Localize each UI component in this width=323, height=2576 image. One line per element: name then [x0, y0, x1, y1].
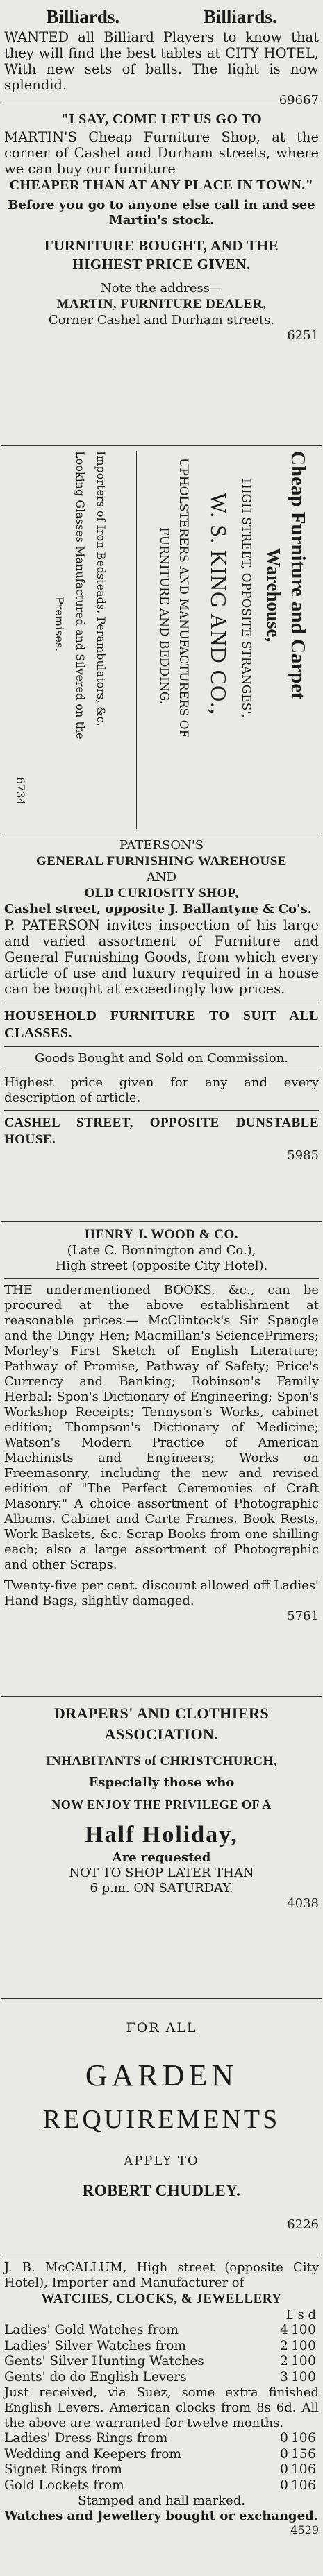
martin-lead: "I SAY, COME LET US GO TO [60, 112, 263, 127]
paterson-commission: Goods Bought and Sold on Commission. [34, 1051, 289, 1066]
wood-discount: Twenty-five per cent. discount allowed off Ladies' Hand Bags, slightly damaged. [4, 1578, 319, 1608]
price-shillings: 10 [291, 2338, 308, 2353]
drapers-head-1: DRAPERS' AND CLOTHIERS [53, 1705, 270, 1722]
price-shillings: 15 [291, 2446, 308, 2462]
price-row [4, 2462, 319, 2478]
drapers-especially: Especially those who [88, 1775, 235, 1790]
divider [1, 1221, 322, 1222]
paterson-cashel: CASHEL STREET, OPPOSITE DUNSTABLE HOUSE. [4, 1116, 319, 1147]
martin-ref: 6251 [287, 328, 319, 343]
price-label: Gents' Silver Hunting Watches [4, 2354, 204, 2369]
price-pounds: 0 [280, 2431, 288, 2446]
price-shillings: 10 [291, 2477, 308, 2493]
mccallum-price-list [4, 2323, 319, 2385]
price-pence: 6 [308, 2477, 316, 2493]
price-row [4, 2323, 319, 2339]
price-label: Gents' do do English Levers [4, 2369, 187, 2385]
price-shillings: 10 [291, 2431, 308, 2446]
wood-head: HENRY J. WOOD & CO. [84, 1227, 238, 1242]
divider [1, 1696, 322, 1697]
price-pounds: 3 [280, 2369, 288, 2385]
billiards-advert [0, 4, 323, 108]
king-import-3: Premises. [53, 597, 66, 652]
paterson-head-2: GENERAL FURNISHING WAREHOUSE [35, 854, 287, 869]
martin-address: Corner Cashel and Durham streets. [48, 313, 275, 327]
paterson-rule [4, 1110, 319, 1111]
drapers-advert [0, 1703, 323, 1911]
paterson-advert [0, 838, 323, 1163]
price-pounds: 2 [280, 2354, 288, 2369]
martin-note: Note the address— [101, 281, 222, 296]
price-pence: 0 [308, 2338, 316, 2353]
price-row [4, 2339, 319, 2355]
price-pounds: 0 [280, 2462, 288, 2477]
paterson-highest: Highest price given for any and every description of article. [4, 1075, 319, 1105]
chudley-for-all: FOR ALL [126, 2020, 197, 2036]
king-import-1: Importers of Iron Bedsteads, Perambulators, &c. [94, 451, 108, 726]
chudley-name: ROBERT CHUDLEY. [82, 2182, 241, 2199]
price-pence: 6 [308, 2431, 316, 2446]
price-shillings: 10 [291, 2354, 308, 2369]
mccallum-products: WATCHES, CLOCKS, & JEWELLERY [41, 2292, 282, 2306]
price-row [4, 2447, 319, 2463]
billiards-ref: 69667 [279, 93, 319, 108]
price-pounds: 0 [280, 2446, 288, 2462]
king-trade-2: FURNITURE AND BEDDING. [157, 527, 171, 705]
mccallum-stamped: Stamped and hall marked. [77, 2493, 246, 2508]
price-row [4, 2354, 319, 2370]
divider [1, 1998, 322, 1999]
billiards-body: WANTED all Billiard Players to know that they will find the best tables at CITY HOTEL, With new sets of balls. The light is now splendid. [4, 29, 319, 93]
paterson-rule [4, 1046, 319, 1047]
martin-body: MARTIN'S Cheap Furniture Shop, at the corner of Cashel and Durham streets, where we can buy our furniture [4, 129, 319, 177]
price-pence: 0 [308, 2369, 316, 2385]
paterson-body: P. PATERSON invites inspection of his large and varied assortment of Furniture and General Furnishing Goods, from which every article of use and luxury required in a house can be bought at exceedingly low prices. [4, 917, 319, 997]
price-pence: 6 [308, 2446, 316, 2462]
king-import-2: Looking Glasses Manufactured and Silvered on the [74, 451, 87, 740]
drapers-not-shop: NOT TO SHOP LATER THAN [69, 1866, 254, 1880]
chudley-ref: 6226 [287, 2217, 319, 2232]
price-row [4, 2370, 319, 2386]
king-name: W. S. KING AND CO., [206, 493, 231, 715]
mccallum-received: Just received, via Suez, some extra finished English Levers. American clocks from 8s 6d. All the above are warranted for twelve months. [4, 2385, 319, 2430]
paterson-head-1: PATERSON'S [119, 838, 204, 853]
price-label: Ladies' Dress Rings from [4, 2431, 168, 2446]
price-label: Wedding and Keepers from [4, 2446, 181, 2462]
wood-body: THE undermentioned BOOKS, &c., can be procured at the above establishment at reasonable prices:— McClintock's Sir Spangle and the Dingy Hen; Macmillan's SciencePrimers; Morley's First Sketch of English Literature; Pathway of Promise, Pathway of Safety; Price's Currency and Banking; Robinson's Family Herbal; Spon's Dictionary of Engineering; Spon's Workshop Receipts; Tennyson's Works, cabinet edition; Thompson's Dictionary of Medicine; Watson's Modern Practice of American Machinists and Engineers; Works on Freemasonry, including the new and revised edition of "The Perfect Ceremonies of Craft Masonry." A choice assortment of Photographic Albums, Cabinet and Carte Frames, Book Rests, Work Baskets, &c. Scrap Books from one shilling each; also a large assortment of Photographic and other Scraps. [4, 1283, 319, 1572]
chudley-advert [0, 2006, 323, 2232]
price-shillings: 10 [291, 2369, 308, 2385]
price-label: Signet Rings from [4, 2462, 122, 2477]
king-title-1: Cheap Furniture and Carpet [287, 451, 309, 699]
price-shillings: 10 [291, 2462, 308, 2477]
price-row [4, 2431, 319, 2447]
wood-rule [4, 1278, 319, 1279]
mccallum-advert [0, 2260, 323, 2536]
price-label: Ladies' Silver Watches from [4, 2338, 186, 2353]
king-inner-rule [136, 451, 137, 829]
mccallum-ref: 4529 [290, 2523, 319, 2536]
chudley-apply: APPLY TO [124, 2153, 199, 2168]
price-row [4, 2478, 319, 2494]
king-advert [0, 451, 323, 829]
price-label: Ladies' Gold Watches from [4, 2323, 179, 2337]
martin-cheaper: CHEAPER THAN AT ANY PLACE IN TOWN." [9, 178, 314, 193]
martin-bought-1: FURNITURE BOUGHT, AND THE [44, 237, 279, 254]
martin-name-line: MARTIN, FURNITURE DEALER, [56, 297, 267, 312]
mccallum-intro: J. B. McCALLUM, High street (opposite City Hotel), Importer and Manufacturer of [4, 2260, 319, 2290]
drapers-requested: Are requested [112, 1850, 211, 1865]
chudley-requirements: REQUIREMENTS [42, 2105, 281, 2134]
drapers-time: 6 p.m. ON SATURDAY. [90, 1881, 233, 1895]
drapers-now-enjoy: NOW ENJOY THE PRIVILEGE OF A [51, 1798, 272, 1811]
paterson-head-4: OLD CURIOSITY SHOP, [84, 886, 239, 901]
paterson-head-3: AND [146, 870, 177, 885]
billiards-heading-right: Billiards. [203, 6, 277, 27]
price-pounds: 4 [280, 2323, 288, 2337]
price-shillings: 10 [291, 2323, 308, 2337]
martin-bought-2: HIGHEST PRICE GIVEN. [72, 256, 251, 273]
drapers-ref: 4038 [287, 1896, 319, 1911]
drapers-head-2: ASSOCIATION. [104, 1725, 219, 1743]
mccallum-cols: £ s d [285, 2308, 316, 2322]
martin-before: Before you go to anyone else call in and see Martin's stock. [8, 198, 315, 228]
divider [1, 445, 322, 446]
king-trade-1: UPHOLSTERERS AND MANUFACTURERS OF [176, 458, 190, 738]
price-pence: 0 [308, 2354, 316, 2369]
wood-sub: (Late C. Bonnington and Co.), [67, 1243, 256, 1258]
drapers-half: Half Holiday, [85, 1822, 238, 1848]
paterson-street: Cashel street, opposite J. Ballantyne & Co's. [4, 902, 312, 916]
chudley-garden: GARDEN [85, 2058, 238, 2092]
price-pounds: 2 [280, 2338, 288, 2353]
drapers-inhabitants: INHABITANTS of CHRISTCHURCH, [45, 1754, 277, 1768]
price-pence: 6 [308, 2462, 316, 2477]
king-street: HIGH STREET, OPPOSITE STRANGES', [239, 479, 253, 718]
king-title-2: Warehouse, [263, 548, 284, 642]
paterson-household: HOUSEHOLD FURNITURE TO SUIT ALL CLASSES. [4, 1008, 319, 1041]
billiards-heading-left: Billiards. [46, 6, 120, 27]
mccallum-closing: Watches and Jewellery bought or exchanged. [4, 2509, 318, 2523]
mccallum-price-list-2 [4, 2431, 319, 2493]
price-pounds: 0 [280, 2477, 288, 2493]
wood-street: High street (opposite City Hotel). [55, 1259, 268, 1273]
price-label: Gold Lockets from [4, 2477, 124, 2493]
price-pence: 0 [308, 2323, 316, 2337]
wood-advert [0, 1227, 323, 1623]
martin-advert [0, 110, 323, 343]
king-ref: 6734 [14, 777, 27, 805]
wood-ref: 5761 [287, 1609, 319, 1623]
paterson-ref: 5985 [287, 1148, 319, 1163]
